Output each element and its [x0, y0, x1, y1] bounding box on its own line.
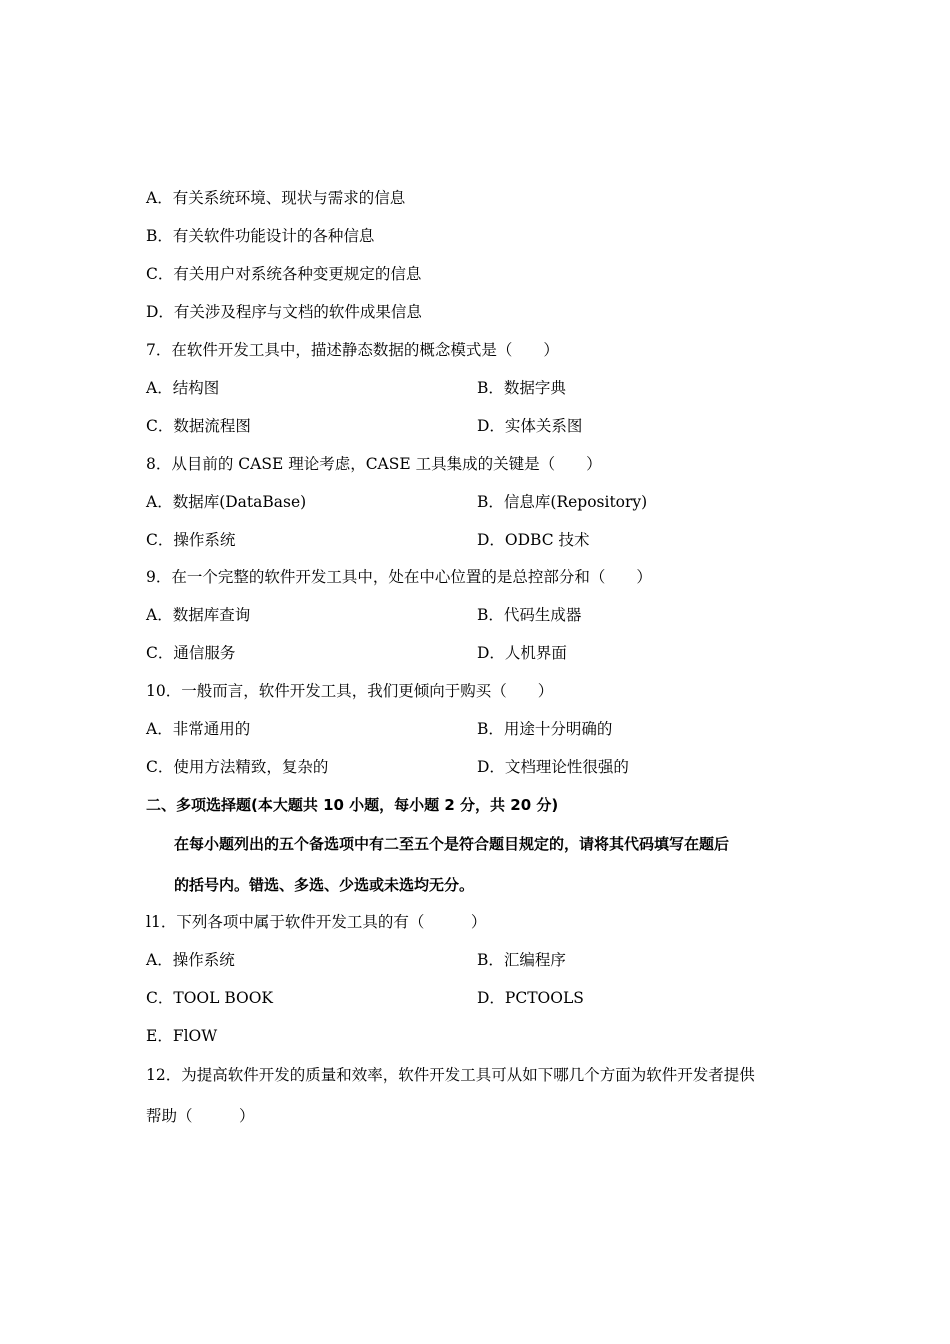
q7-option-b: B．数据字典 — [477, 379, 566, 397]
q10-option-a: A．非常通用的 — [146, 720, 251, 738]
q7-option-d: D．实体关系图 — [477, 417, 583, 435]
q11-option-b: B．汇编程序 — [477, 951, 566, 969]
section-instructions-line2: 的括号内。错选、多选、少选或未选均无分。 — [174, 876, 475, 894]
q11-option-c: C．TOOL BOOK — [146, 989, 274, 1007]
q10-option-c: C．使用方法精致，复杂的 — [146, 758, 329, 776]
q8-stem: 8．从目前的 CASE 理论考虑，CASE 工具集成的关键是（ ） — [146, 455, 602, 473]
q12-stem-line1: 12．为提高软件开发的质量和效率，软件开发工具可从如下哪几个方面为软件开发者提供 — [146, 1066, 755, 1084]
q8-option-d: D．ODBC 技术 — [477, 531, 590, 549]
q11-option-d: D．PCTOOLS — [477, 989, 584, 1007]
q8-option-b: B．信息库(Repository) — [477, 493, 648, 511]
q6-option-a: A．有关系统环境、现状与需求的信息 — [146, 189, 406, 207]
q10-option-b: B．用途十分明确的 — [477, 720, 613, 738]
q8-option-c: C．操作系统 — [146, 531, 236, 549]
section-title: 二、多项选择题(本大题共 10 小题，每小题 2 分，共 20 分) — [146, 796, 559, 814]
q7-option-a: A．结构图 — [146, 379, 220, 397]
q10-option-d: D．文档理论性很强的 — [477, 758, 629, 776]
q6-option-c: C．有关用户对系统各种变更规定的信息 — [146, 265, 422, 283]
q11-option-a: A．操作系统 — [146, 951, 235, 969]
q11-stem: l1．下列各项中属于软件开发工具的有（ ） — [146, 913, 487, 931]
q9-stem: 9．在一个完整的软件开发工具中，处在中心位置的是总控部分和（ ） — [146, 568, 652, 586]
section-instructions-line1: 在每小题列出的五个备选项中有二至五个是符合题目规定的，请将其代码填写在题后 — [174, 835, 730, 853]
q6-option-d: D．有关涉及程序与文档的软件成果信息 — [146, 303, 422, 321]
q9-option-d: D．人机界面 — [477, 644, 567, 662]
q7-option-c: C．数据流程图 — [146, 417, 251, 435]
q7-stem: 7．在软件开发工具中，描述静态数据的概念模式是（ ） — [146, 341, 559, 359]
q9-option-b: B．代码生成器 — [477, 606, 582, 624]
q12-stem-line2: 帮助（ ） — [146, 1107, 255, 1125]
q10-stem: 10．一般而言，软件开发工具，我们更倾向于购买（ ） — [146, 682, 554, 700]
q9-option-c: C．通信服务 — [146, 644, 236, 662]
q11-option-e: E．FlOW — [146, 1027, 218, 1045]
q6-option-b: B．有关软件功能设计的各种信息 — [146, 227, 375, 245]
q9-option-a: A．数据库查询 — [146, 606, 251, 624]
q8-option-a: A．数据库(DataBase) — [146, 493, 307, 511]
